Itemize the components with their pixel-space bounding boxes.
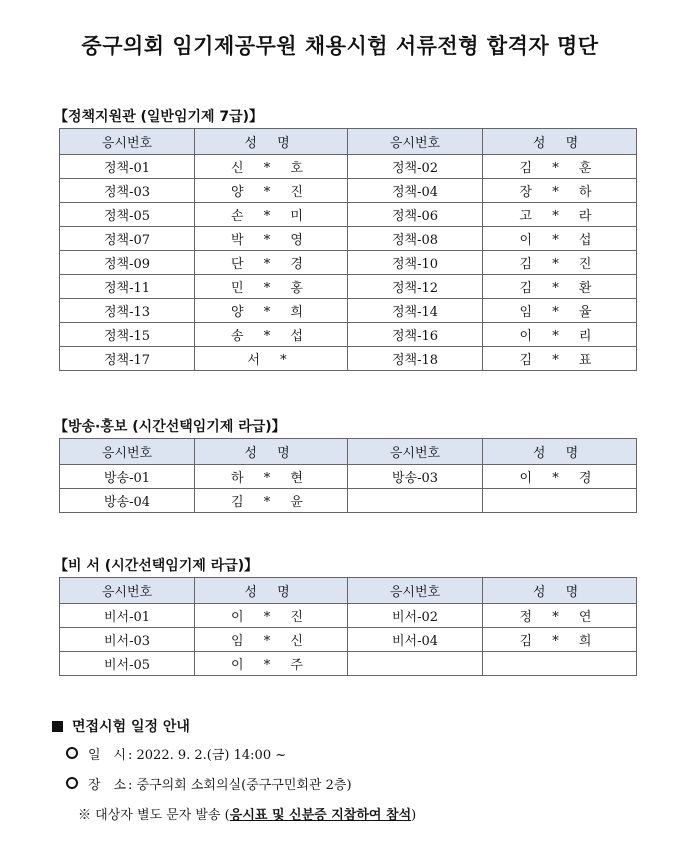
exam-number-cell: 정책-09 (60, 251, 195, 275)
note-emphasis: 응시표 및 신분증 지참하여 참석 (229, 808, 412, 823)
name-cell (483, 489, 637, 513)
exam-number-cell: 정책-02 (348, 155, 483, 179)
exam-number-cell: 정책-15 (60, 323, 195, 347)
exam-number-cell: 방송-01 (60, 465, 195, 489)
interview-notice (40, 716, 640, 823)
table-header-row (60, 129, 637, 155)
section-heading: 【정책지원관 (일반임기제 7급)】 (54, 109, 264, 125)
header-exam-no: 응시번호 (348, 439, 483, 465)
exam-number-cell: 정책-08 (348, 227, 483, 251)
exam-number-cell: 비서-05 (60, 652, 195, 676)
table-row (60, 275, 637, 299)
name-cell: 송 * 섭 (195, 323, 348, 347)
exam-number-cell: 정책-16 (348, 323, 483, 347)
page-title: 중구의회 임기제공무원 채용시험 서류전형 합격자 명단 (81, 34, 599, 58)
exam-number-cell: 정책-10 (348, 251, 483, 275)
notice-date (66, 744, 286, 763)
table-header-row (60, 439, 637, 465)
table-row (60, 604, 637, 628)
exam-number-cell (348, 489, 483, 513)
table-row (60, 227, 637, 251)
table-row (60, 323, 637, 347)
place-label: 장소 (88, 778, 140, 793)
exam-number-cell: 정책-17 (60, 347, 195, 371)
section-heading: 【방송·홍보 (시간선택임기제 라급)】 (54, 419, 286, 435)
section-secretary (40, 555, 640, 676)
name-cell: 김 * 윤 (195, 489, 348, 513)
header-exam-no: 응시번호 (60, 129, 195, 155)
exam-number-cell (348, 652, 483, 676)
circle-bullet-icon (66, 777, 78, 789)
table-row (60, 347, 637, 371)
header-exam-no: 응시번호 (348, 578, 483, 604)
exam-number-cell: 비서-04 (348, 628, 483, 652)
exam-number-cell: 정책-12 (348, 275, 483, 299)
name-cell: 김 * 표 (483, 347, 637, 371)
exam-number-cell: 정책-01 (60, 155, 195, 179)
exam-number-cell: 정책-05 (60, 203, 195, 227)
header-exam-no: 응시번호 (60, 578, 195, 604)
exam-number-cell: 정책-18 (348, 347, 483, 371)
name-cell: 이 * 주 (195, 652, 348, 676)
table-row (60, 179, 637, 203)
name-cell: 하 * 현 (195, 465, 348, 489)
header-exam-no: 응시번호 (60, 439, 195, 465)
section-heading: 【비 서 (시간선택임기제 라급)】 (54, 558, 259, 574)
header-name: 성 명 (195, 439, 348, 465)
name-cell: 이 * 진 (195, 604, 348, 628)
header-name: 성 명 (483, 578, 637, 604)
name-cell: 양 * 진 (195, 179, 348, 203)
name-cell: 이 * 리 (483, 323, 637, 347)
notice-heading: 면접시험 일정 안내 (52, 716, 640, 736)
exam-number-cell: 정책-13 (60, 299, 195, 323)
name-cell: 김 * 희 (483, 628, 637, 652)
exam-number-cell: 정책-03 (60, 179, 195, 203)
name-cell: 민 * 홍 (195, 275, 348, 299)
table-row (60, 155, 637, 179)
name-cell: 이 * 경 (483, 465, 637, 489)
table-row (60, 628, 637, 652)
name-cell: 손 * 미 (195, 203, 348, 227)
table-row (60, 652, 637, 676)
roster-table (59, 438, 637, 513)
table-header-row (60, 578, 637, 604)
name-cell: 임 * 신 (195, 628, 348, 652)
header-name: 성 명 (483, 129, 637, 155)
name-cell: 김 * 환 (483, 275, 637, 299)
name-cell: 단 * 경 (195, 251, 348, 275)
name-cell: 신 * 호 (195, 155, 348, 179)
notice-note: ※ 대상자 별도 문자 발송 (응시표 및 신분증 지참하여 참석) (78, 808, 417, 823)
date-label: 일시 (88, 748, 140, 763)
roster-table (59, 577, 637, 676)
exam-number-cell: 방송-04 (60, 489, 195, 513)
name-cell: 김 * 훈 (483, 155, 637, 179)
name-cell: 김 * 진 (483, 251, 637, 275)
name-cell: 서 * (195, 347, 348, 371)
place-value: : 중구의회 소회의실(중구구민회관 2층) (128, 778, 352, 793)
name-cell: 정 * 연 (483, 604, 637, 628)
roster-table (59, 128, 637, 371)
table-row (60, 489, 637, 513)
name-cell: 이 * 섭 (483, 227, 637, 251)
circle-bullet-icon (66, 747, 78, 759)
section-policy (40, 106, 640, 371)
table-row (60, 465, 637, 489)
exam-number-cell: 방송-03 (348, 465, 483, 489)
exam-number-cell: 정책-07 (60, 227, 195, 251)
table-row (60, 251, 637, 275)
header-exam-no: 응시번호 (348, 129, 483, 155)
exam-number-cell: 비서-03 (60, 628, 195, 652)
name-cell: 양 * 희 (195, 299, 348, 323)
table-row (60, 299, 637, 323)
header-name: 성 명 (195, 578, 348, 604)
name-cell: 박 * 영 (195, 227, 348, 251)
exam-number-cell: 정책-04 (348, 179, 483, 203)
name-cell (483, 652, 637, 676)
table-row (60, 203, 637, 227)
exam-number-cell: 비서-02 (348, 604, 483, 628)
notice-place (66, 774, 352, 793)
exam-number-cell: 정책-06 (348, 203, 483, 227)
header-name: 성 명 (195, 129, 348, 155)
exam-number-cell: 비서-01 (60, 604, 195, 628)
header-name: 성 명 (483, 439, 637, 465)
name-cell: 임 * 율 (483, 299, 637, 323)
name-cell: 고 * 라 (483, 203, 637, 227)
date-value: : 2022. 9. 2.(금) 14:00 ~ (128, 748, 287, 763)
section-broadcast (40, 416, 640, 513)
exam-number-cell: 정책-11 (60, 275, 195, 299)
black-square-icon (52, 721, 63, 732)
name-cell: 장 * 하 (483, 179, 637, 203)
exam-number-cell: 정책-14 (348, 299, 483, 323)
